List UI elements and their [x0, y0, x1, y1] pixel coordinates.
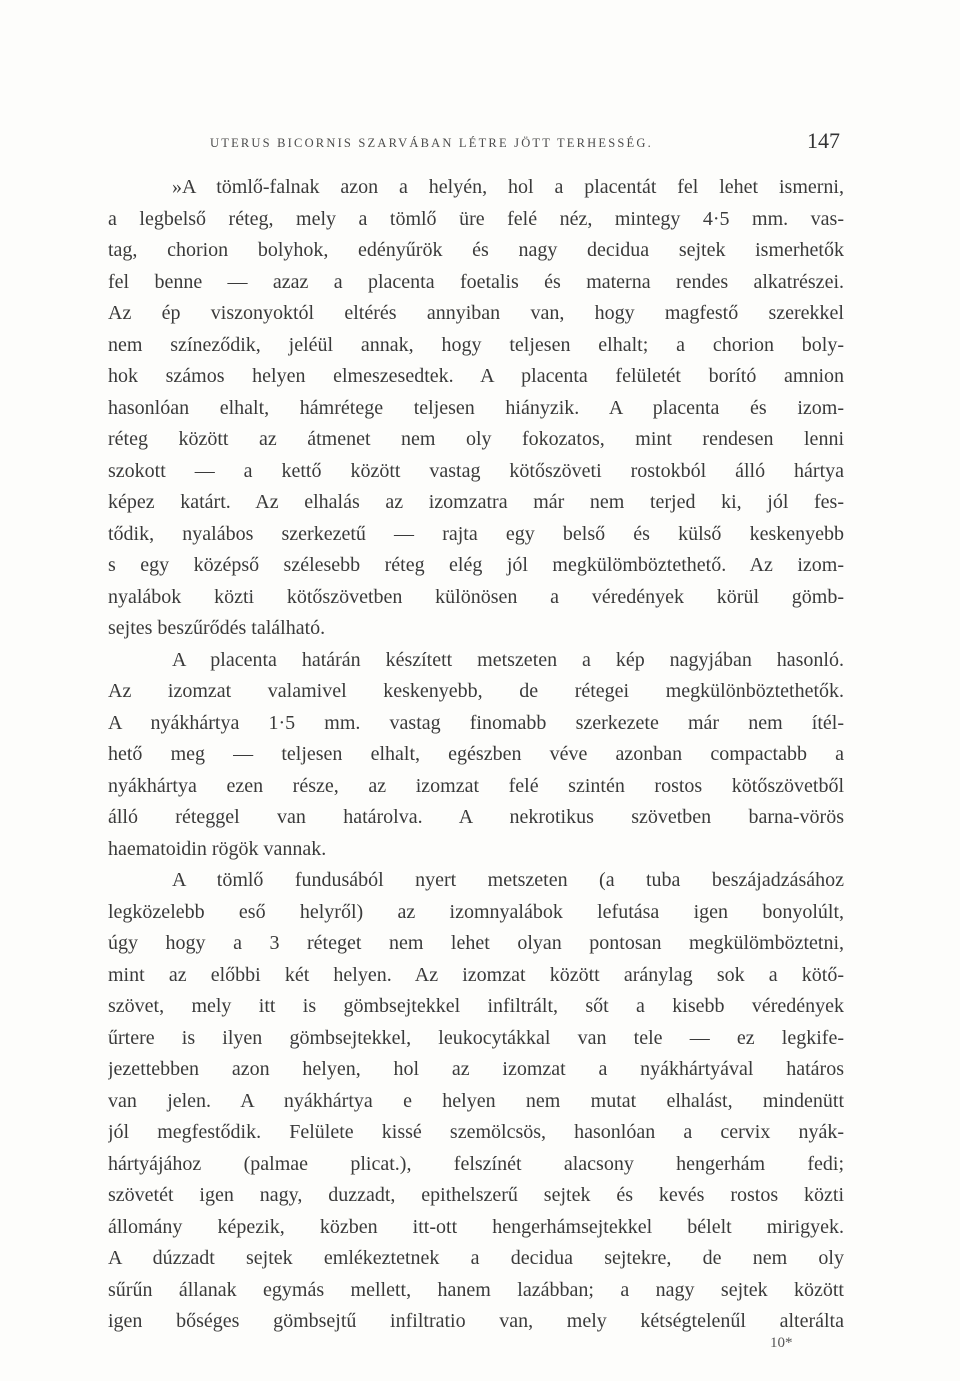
text-line: jól megfestődik. Felülete kissé szemölcsös, hasonlóan a cervix nyák- — [108, 1121, 844, 1143]
text-line: hok számos helyen elmeszesedtek. A placenta felületét borító amnion — [108, 365, 844, 387]
text-line: nyákhártya ezen része, az izomzat felé szintén rostos kötőszövetből — [108, 774, 844, 797]
text-line: fel benne — azaz a placenta foetalis és materna rendes alkatrészei. — [108, 270, 844, 293]
text-line: hasonlóan elhalt, hámrétege teljesen hiányzik. A placenta és izom- — [108, 396, 844, 419]
text-line: A nyákhártya 1·5 mm. vastag finomabb szerkezete már nem ítél- — [108, 711, 844, 734]
text-line: A tömlő fundusából nyert metszeten (a tuba beszájadzásához — [172, 869, 844, 891]
text-line: tag, chorion bolyhok, edényűrök és nagy decidua sejtek ismerhetők — [108, 239, 844, 261]
text-line: úgy hogy a 3 réteget nem lehet olyan pontosan megkülömböztetni, — [108, 932, 844, 954]
text-line: réteg között az átmenet nem oly fokozatos, mint rendesen lenni — [108, 428, 844, 450]
text-line: sűrűn állanak egymás mellett, hanem lazábban; a nagy sejtek között — [108, 1278, 844, 1301]
text-line: Az izomzat valamivel keskenyebb, de rétegei megkülönböztethetők. — [108, 680, 844, 702]
text-line: űrtere is ilyen gömbsejtekkel, leukocytákkal van tele — ez legkife- — [108, 1026, 844, 1049]
text-line: mint az előbbi két helyen. Az izomzat között aránylag sok a kötő- — [108, 963, 844, 986]
text-line: A dúzzadt sejtek emlékeztetnek a decidua sejtekre, de nem oly — [108, 1247, 844, 1269]
text-line: »A tömlő-falnak azon a helyén, hol a placentát fel lehet ismerni, — [172, 176, 844, 198]
text-line: jezettebben azon helyen, hol az izomzat a nyákhártyával határos — [108, 1058, 844, 1080]
text-line: képez katárt. Az elhalás az izomzatra már nem terjed ki, jól fes- — [108, 491, 844, 513]
text-line: nyalábok közti kötőszövetben különösen a véredények körül gömb- — [108, 585, 844, 608]
text-line: tődik, nyalábos szerkezetű — rajta egy belső és külső keskenyebb — [108, 522, 844, 545]
text-line: van jelen. A nyákhártya e helyen nem mutat elhalást, mindenütt — [108, 1089, 844, 1112]
text-line: s egy középső szélesebb réteg elég jól megkülömböztethető. Az izom- — [108, 554, 844, 576]
text-line: hető meg — teljesen elhalt, egészben véve azonban compactabb a — [108, 743, 844, 765]
text-line: állomány képezik, közben itt-ott hengerhámsejtekkel bélelt mirigyek. — [108, 1215, 844, 1238]
text-line: nem színeződik, jeléül annak, hogy teljesen elhalt; a chorion boly- — [108, 333, 844, 356]
page-number: 147 — [807, 128, 840, 153]
text-line: A placenta határán készített metszeten a kép nagyjában hasonló. — [172, 648, 844, 671]
text-line: szokott — a kettő között vastag kötőszöveti rostokból álló hártya — [108, 459, 844, 482]
text-line: sejtes beszűrődés található. — [108, 617, 326, 639]
page-header — [210, 128, 840, 164]
text-line: a legbelső réteg, mely a tömlő üre felé néz, mintegy 4·5 mm. vas- — [108, 207, 844, 230]
text-line: igen bőséges gömbsejtű infiltratio van, mely kétségtelenűl alterálta — [108, 1310, 844, 1332]
body-text — [108, 172, 844, 1338]
text-line: haematoidin rögök vannak. — [108, 837, 327, 860]
text-line: álló réteggel van határolva. A nekrotikus szövetben barna-vörös — [108, 806, 844, 828]
text-line: szövet, mely itt is gömbsejtekkel infiltrált, sőt a kisebb véredények — [108, 995, 844, 1017]
text-line: legközelebb eső helyről) az izomnyalábok lefutása igen bonyolúlt, — [108, 900, 844, 923]
signature-mark: 10* — [770, 1335, 793, 1351]
text-line: hártyájához (palmae plicat.), felszínét alacsony hengerhám fedi; — [108, 1152, 844, 1175]
running-head: UTERUS BICORNIS SZARVÁBAN LÉTRE JÖTT TERHESSÉG. — [210, 136, 653, 150]
text-line: Az ép viszonyoktól eltérés annyiban van, hogy magfestő szerekkel — [108, 302, 844, 324]
text-line: szövetét igen nagy, duzzadt, epithelszerű sejtek és kevés rostos közti — [108, 1184, 844, 1206]
